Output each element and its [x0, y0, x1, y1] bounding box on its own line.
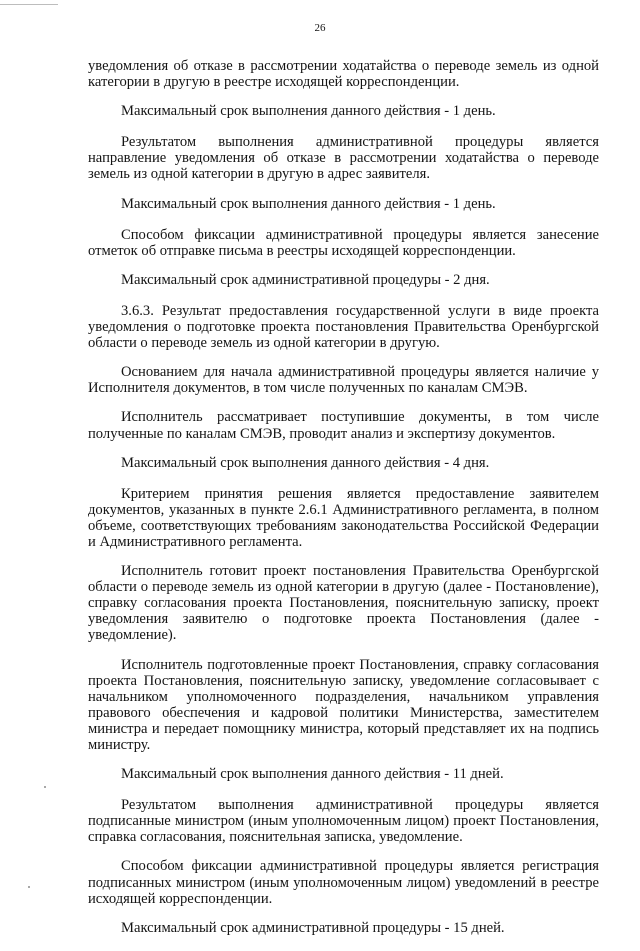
paragraph: уведомления об отказе в рассмотрении ходатайства о переводе земель из одной категории в другую в реестре исходящей корреспонденции. — [88, 58, 599, 91]
scan-speck — [44, 786, 46, 788]
paragraph: 3.6.3. Результат предоставления государственной услуги в виде проекта уведомления о подготовке проекта постановления Правительства Оренбургской области о переводе земель из одной категории в другую. — [88, 302, 599, 352]
document-body — [88, 58, 599, 951]
paragraph: Максимальный срок выполнения данного действия - 1 день. — [121, 103, 496, 120]
paragraph: Основанием для начала административной процедуры является наличие у Исполнителя документов, в том числе полученных по каналам СМЭВ. — [88, 364, 599, 397]
paragraph: Исполнитель рассматривает поступившие документы, в том числе полученные по каналам СМЭВ, проводит анализ и экспертизу документов. — [88, 409, 599, 442]
scan-edge-mark — [0, 4, 58, 5]
paragraph: Результатом выполнения административной процедуры является подписанные министром (иным уполномоченным лицом) проект Постановления, справка согласования, пояснительная записка, уведомление. — [88, 797, 599, 846]
paragraph: Максимальный срок выполнения данного действия - 11 дней. — [121, 766, 504, 783]
page-number: 26 — [314, 22, 326, 34]
paragraph: Максимальный срок административной процедуры - 15 дней. — [121, 919, 505, 936]
paragraph: Способом фиксации административной процедуры является регистрация подписанных министром (иным уполномоченным лицом) уведомлений в реестре исходящей корреспонденции. — [88, 858, 599, 907]
paragraph: Максимальный срок выполнения данного действия - 1 день. — [121, 195, 496, 212]
scan-speck — [28, 886, 30, 888]
paragraph: Максимальный срок административной процедуры - 2 дня. — [121, 271, 490, 288]
paragraph: Результатом выполнения административной процедуры является направление уведомления об отказе в рассмотрении ходатайства о переводе земель из одной категории в другую в адрес заявителя. — [88, 134, 599, 183]
paragraph: Критерием принятия решения является предоставление заявителем документов, указанных в пункте 2.6.1 Административного регламента, в полном объеме, соответствующих требованиям законодательства Российской Федерации и Административного регламента. — [88, 485, 599, 550]
paragraph: Исполнитель готовит проект постановления Правительства Оренбургской области о переводе земель из одной категории в другую (далее - Постановление), справку согласования проекта Постановления, пояснительную записку, проект уведомления заявителю о подготовке проекта Постановления (далее - уведомление). — [88, 563, 599, 644]
paragraph: Способом фиксации административной процедуры является занесение отметок об отправке письма в реестры исходящей корреспонденции. — [88, 226, 599, 259]
paragraph: Максимальный срок выполнения данного действия - 4 дня. — [121, 454, 490, 471]
paragraph: Исполнитель подготовленные проект Постановления, справку согласования проекта Постановления, пояснительную записку, уведомление согласовывает с начальником уполномоченного подразделения, начальником управления правового обеспечения и кадровой политики Министерства, заместителем министра и передает помощнику министра, который представляет их на подпись министру. — [88, 656, 599, 753]
